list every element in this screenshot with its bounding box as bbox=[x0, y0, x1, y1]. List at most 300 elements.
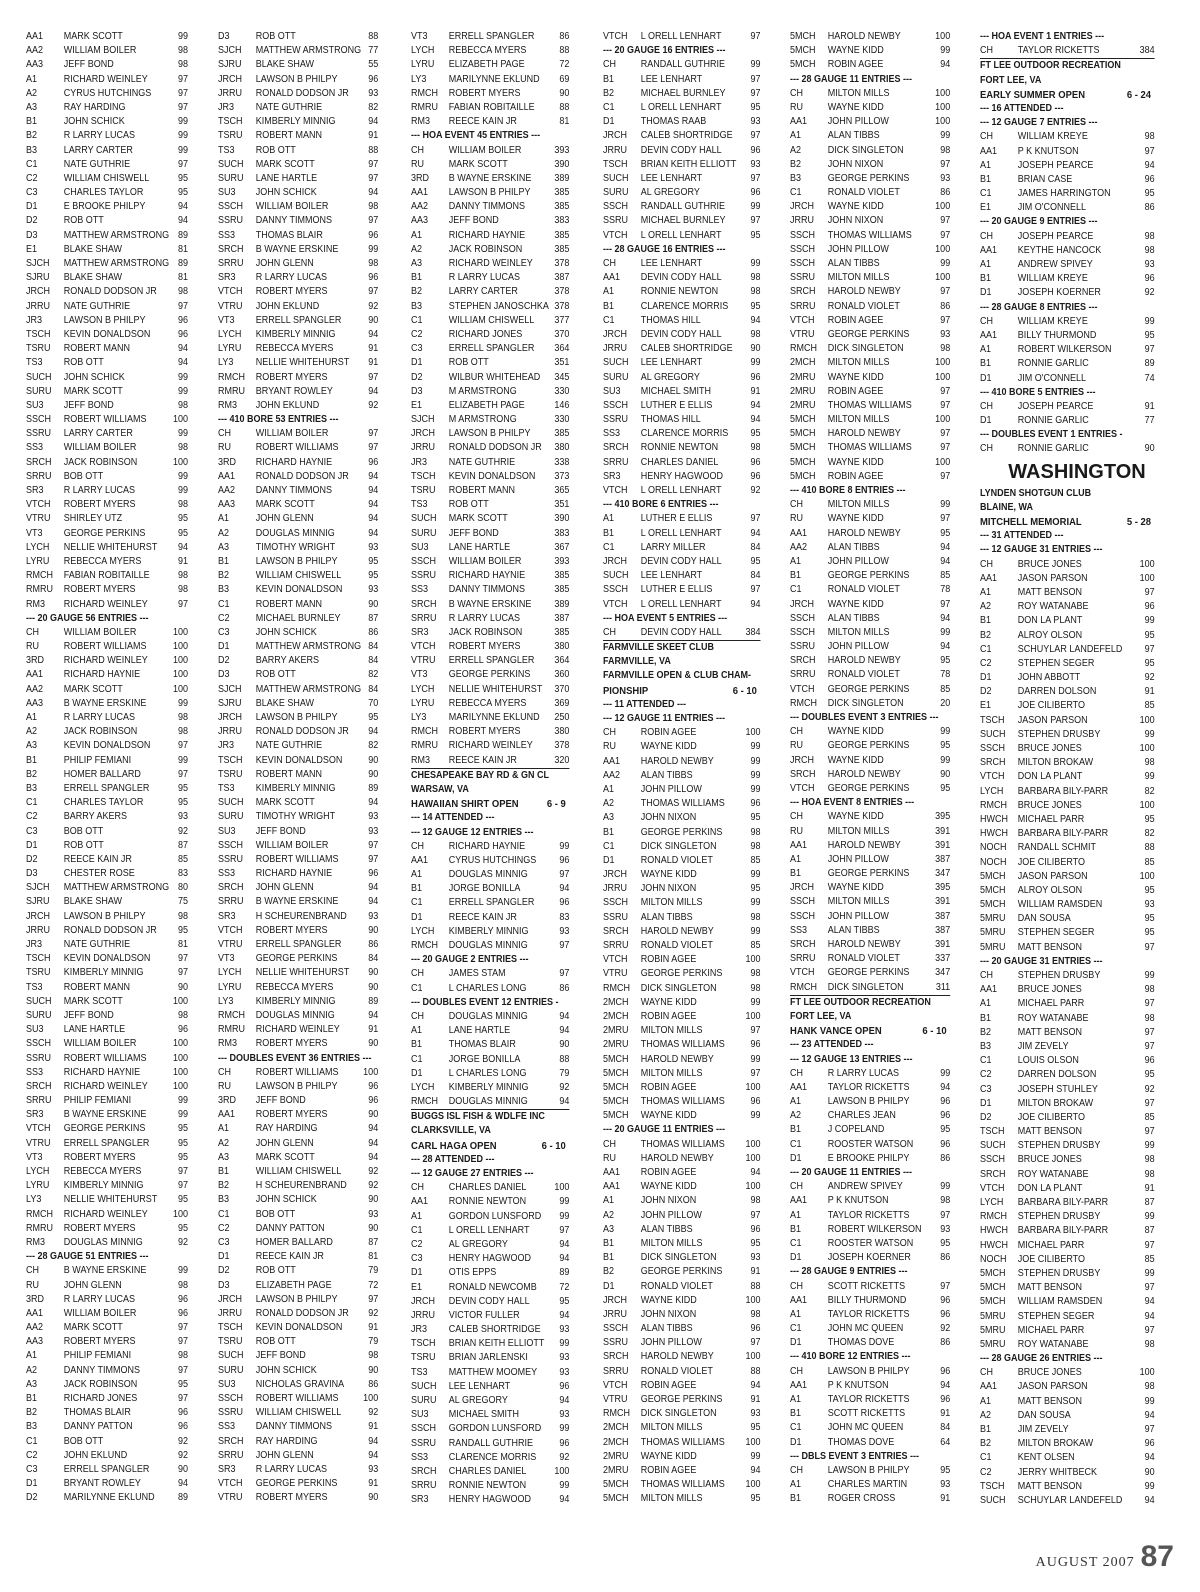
class-code: RMCH bbox=[411, 940, 438, 951]
shooter-name: GEORGE PERKINS bbox=[827, 967, 910, 979]
score: 96 bbox=[368, 868, 379, 880]
result-row bbox=[218, 328, 378, 342]
section-title: --- HOA EVENT 1 ENTRIES --- bbox=[980, 31, 1105, 42]
section-header bbox=[980, 215, 1155, 229]
shooter-name: MATT BENSON bbox=[1017, 1126, 1082, 1138]
shooter-name: ROBERT WILKERSON bbox=[1017, 344, 1112, 356]
result-row bbox=[980, 372, 1155, 386]
result-row bbox=[790, 839, 950, 853]
shooter-name: JIM O'CONNELL bbox=[1017, 202, 1087, 214]
result-row bbox=[218, 1349, 378, 1363]
shooter-name: HAROLD NEWBY bbox=[827, 839, 901, 851]
shooter-name: MILTON MILLS bbox=[640, 1067, 703, 1079]
shooter-name: REECE KAIN JR bbox=[448, 116, 517, 128]
class-code: E1 bbox=[26, 243, 38, 255]
result-row bbox=[411, 328, 569, 342]
score: 93 bbox=[368, 584, 379, 596]
result-row bbox=[790, 754, 950, 768]
shooter-name: DOUGLAS MINNIG bbox=[448, 1096, 528, 1108]
score: 91 bbox=[177, 555, 188, 567]
class-code: D3 bbox=[218, 1279, 230, 1291]
shooter-name: KIMBERLY MINNIG bbox=[448, 1081, 529, 1093]
class-code: LY3 bbox=[411, 73, 427, 85]
score: 99 bbox=[1144, 728, 1155, 740]
shooter-name: ROB OTT bbox=[63, 357, 104, 369]
class-code: LYRU bbox=[218, 343, 242, 355]
class-code: C1 bbox=[218, 1208, 230, 1220]
score: 95 bbox=[750, 812, 761, 824]
class-code: SRRU bbox=[790, 300, 816, 312]
result-row bbox=[26, 328, 188, 342]
event-date: 6 - 24 bbox=[1126, 88, 1151, 101]
class-code: SS3 bbox=[218, 229, 236, 241]
class-code: RMCH bbox=[790, 343, 817, 355]
score: 97 bbox=[559, 1224, 570, 1236]
shooter-name: JASON PARSON bbox=[1017, 714, 1088, 726]
class-code: SRCH bbox=[411, 598, 437, 610]
shooter-name: MILTON MILLS bbox=[640, 1237, 703, 1249]
result-row bbox=[26, 555, 188, 569]
shooter-name: BRUCE JONES bbox=[1017, 799, 1082, 811]
shooter-name: ERRELL SPANGLER bbox=[63, 1463, 150, 1475]
class-code: C1 bbox=[980, 643, 992, 655]
result-row bbox=[411, 214, 569, 228]
shooter-name: WAYNE KIDD bbox=[640, 741, 697, 753]
score: 97 bbox=[940, 428, 951, 440]
score: 93 bbox=[368, 811, 379, 823]
score: 98 bbox=[1144, 244, 1155, 256]
score: 82 bbox=[1144, 828, 1155, 840]
score: 96 bbox=[750, 1096, 761, 1108]
class-code: SRCH bbox=[790, 286, 816, 298]
class-code: TS3 bbox=[218, 144, 235, 156]
result-row bbox=[603, 1237, 761, 1251]
shooter-name: JOSEPH PEARCE bbox=[1017, 159, 1094, 171]
result-row bbox=[603, 300, 761, 314]
score: 95 bbox=[1144, 1069, 1155, 1081]
score: 99 bbox=[559, 1196, 570, 1208]
shooter-name: JOHN EKLUND bbox=[255, 300, 320, 312]
score: 99 bbox=[177, 1095, 188, 1107]
shooter-name: WILLIAM KREYE bbox=[1017, 273, 1088, 285]
result-row bbox=[603, 385, 761, 399]
score: 385 bbox=[554, 187, 570, 199]
result-row bbox=[790, 1421, 950, 1435]
class-code: AA2 bbox=[26, 45, 44, 57]
score: 95 bbox=[940, 740, 951, 752]
result-row bbox=[980, 756, 1155, 770]
result-row bbox=[980, 357, 1155, 371]
score: 82 bbox=[368, 669, 379, 681]
class-code: RMRU bbox=[411, 101, 438, 113]
result-row bbox=[980, 315, 1155, 329]
class-code: B1 bbox=[603, 527, 615, 539]
shooter-name: MATT BENSON bbox=[1017, 586, 1082, 598]
class-code: JRCH bbox=[790, 882, 815, 894]
club-info bbox=[980, 487, 1155, 501]
class-code: SS3 bbox=[603, 428, 621, 440]
shooter-name: THOMAS HILL bbox=[640, 414, 701, 426]
score: 97 bbox=[368, 853, 379, 865]
score: 85 bbox=[940, 683, 951, 695]
class-code: 5MCH bbox=[603, 1053, 629, 1065]
result-row bbox=[790, 1280, 950, 1294]
shooter-name: MILTON MILLS bbox=[827, 896, 890, 908]
club-info bbox=[411, 1124, 569, 1138]
score: 99 bbox=[750, 1053, 761, 1065]
result-row bbox=[790, 257, 950, 271]
score: 98 bbox=[750, 272, 761, 284]
result-row bbox=[790, 910, 950, 924]
shooter-name: ROBERT WILLIAMS bbox=[63, 1052, 147, 1064]
score: 97 bbox=[177, 101, 188, 113]
score: 97 bbox=[940, 513, 951, 525]
result-row bbox=[411, 1281, 569, 1295]
result-row bbox=[26, 782, 188, 796]
class-code: SRCH bbox=[26, 1080, 52, 1092]
shooter-name: LARRY CARTER bbox=[63, 428, 133, 440]
class-code: AA1 bbox=[980, 329, 998, 341]
shooter-name: WILBUR WHITEHEAD bbox=[448, 371, 541, 383]
class-code: LYCH bbox=[26, 1166, 50, 1177]
class-code: TSRU bbox=[411, 1352, 436, 1364]
shooter-name: MATT BENSON bbox=[1017, 1395, 1082, 1407]
score: 99 bbox=[1144, 315, 1155, 327]
result-row bbox=[980, 983, 1155, 997]
score: 90 bbox=[940, 768, 951, 780]
result-row bbox=[603, 1251, 761, 1265]
result-row bbox=[603, 484, 761, 498]
results-column bbox=[980, 30, 1174, 1540]
result-row bbox=[26, 938, 188, 952]
result-row bbox=[218, 399, 378, 413]
score: 94 bbox=[177, 1478, 188, 1490]
score: 100 bbox=[745, 1351, 761, 1363]
score: 96 bbox=[368, 73, 379, 85]
shooter-name: JOSEPH KOERNER bbox=[827, 1252, 911, 1264]
class-code: SSRU bbox=[411, 570, 437, 582]
shooter-name: KEYTHE HANCOCK bbox=[1017, 244, 1102, 256]
result-row bbox=[218, 1264, 378, 1278]
section-header bbox=[790, 1450, 950, 1464]
score: 100 bbox=[1139, 558, 1155, 570]
result-row bbox=[26, 683, 188, 697]
score: 93 bbox=[368, 910, 379, 922]
score: 100 bbox=[745, 1152, 761, 1164]
shooter-name: NELLIE WHITEHURST bbox=[63, 1194, 158, 1206]
event-date: 6 - 10 bbox=[732, 684, 757, 697]
shooter-name: RANDALL SCHMIT bbox=[1017, 842, 1096, 854]
result-row bbox=[26, 1435, 188, 1449]
result-row bbox=[603, 1109, 761, 1123]
club-info bbox=[603, 641, 761, 655]
result-row bbox=[603, 413, 761, 427]
result-row bbox=[26, 810, 188, 824]
class-code: 5MCH bbox=[980, 884, 1006, 896]
class-code: TSCH bbox=[26, 953, 51, 965]
shooter-name: M ARMSTRONG bbox=[448, 385, 517, 397]
shooter-name: RONALD VIOLET bbox=[827, 953, 900, 965]
score: 96 bbox=[1144, 273, 1155, 285]
score: 90 bbox=[559, 1039, 570, 1051]
shooter-name: MICHAEL PARR bbox=[1017, 998, 1085, 1010]
result-row bbox=[980, 1395, 1155, 1409]
shooter-name: ROBERT MYERS bbox=[63, 1336, 136, 1348]
shooter-name: JOHN GLENN bbox=[255, 258, 314, 269]
class-code: JRCH bbox=[603, 555, 628, 567]
class-code: JRRU bbox=[790, 215, 815, 227]
shooter-name: B WAYNE ERSKINE bbox=[63, 1265, 147, 1277]
score: 94 bbox=[559, 1309, 570, 1321]
shooter-name: JOE CILIBERTO bbox=[1017, 856, 1085, 868]
score: 94 bbox=[940, 1081, 951, 1093]
shooter-name: BLAKE SHAW bbox=[255, 59, 314, 71]
class-code: A1 bbox=[603, 513, 615, 525]
result-row bbox=[218, 1364, 378, 1378]
result-row bbox=[603, 1450, 761, 1464]
result-row bbox=[26, 1264, 188, 1278]
class-code: SU3 bbox=[603, 385, 621, 397]
shooter-name: CLARENCE MORRIS bbox=[640, 428, 729, 440]
score: 95 bbox=[177, 1123, 188, 1135]
shooter-name: CHARLES DANIEL bbox=[448, 1465, 527, 1477]
result-row bbox=[26, 626, 188, 640]
shooter-name: HAROLD NEWBY bbox=[640, 755, 714, 767]
shooter-name: JAMES HARRINGTON bbox=[1017, 188, 1111, 200]
class-code: AA1 bbox=[980, 572, 998, 584]
class-code: CH bbox=[411, 1010, 425, 1022]
score: 99 bbox=[177, 470, 188, 482]
result-row bbox=[603, 1265, 761, 1279]
event-title bbox=[603, 684, 761, 698]
score: 86 bbox=[940, 187, 951, 199]
class-code: 2MCH bbox=[603, 1010, 629, 1022]
section-header bbox=[411, 826, 569, 840]
result-row bbox=[218, 966, 378, 980]
score: 72 bbox=[559, 1281, 570, 1293]
result-row bbox=[26, 44, 188, 58]
shooter-name: MARK SCOTT bbox=[448, 513, 508, 525]
class-code: AA3 bbox=[411, 215, 429, 227]
score: 389 bbox=[554, 598, 570, 610]
section-title: --- 28 GAUGE 51 ENTRIES --- bbox=[26, 1251, 149, 1263]
class-code: C1 bbox=[411, 897, 423, 909]
result-row bbox=[603, 229, 761, 243]
score: 98 bbox=[750, 968, 761, 980]
shooter-name: ERRELL SPANGLER bbox=[255, 314, 342, 326]
score: 99 bbox=[177, 116, 188, 128]
score: 97 bbox=[940, 470, 951, 482]
result-row bbox=[26, 300, 188, 314]
shooter-name: BLAKE SHAW bbox=[63, 272, 122, 284]
class-code: B1 bbox=[790, 1223, 802, 1235]
shooter-name: GEORGE PERKINS bbox=[448, 669, 531, 681]
result-row bbox=[218, 711, 378, 725]
score: 99 bbox=[177, 31, 188, 42]
shooter-name: P K KNUTSON bbox=[827, 1195, 889, 1207]
shooter-name: M ARMSTRONG bbox=[448, 414, 517, 426]
result-row bbox=[411, 896, 569, 910]
shooter-name: WILLIAM KREYE bbox=[1017, 131, 1088, 143]
score: 98 bbox=[177, 399, 188, 411]
shooter-name: BLAKE SHAW bbox=[63, 896, 122, 908]
score: 99 bbox=[559, 1210, 570, 1222]
result-row bbox=[218, 1477, 378, 1491]
shooter-name: LAWSON B PHILPY bbox=[255, 1080, 338, 1092]
class-code: SS3 bbox=[790, 924, 808, 936]
result-row bbox=[411, 385, 569, 399]
score: 93 bbox=[368, 541, 379, 553]
shooter-name: L CHARLES LONG bbox=[448, 1067, 527, 1079]
section-header bbox=[790, 73, 950, 87]
shooter-name: TAYLOR RICKETTS bbox=[827, 1209, 910, 1221]
shooter-name: JOHN NIXON bbox=[640, 1195, 697, 1207]
score: 98 bbox=[1144, 1012, 1155, 1024]
score: 97 bbox=[940, 598, 951, 610]
class-code: SRRU bbox=[603, 1365, 629, 1377]
shooter-name: MARK SCOTT bbox=[448, 158, 508, 170]
shooter-name: HAROLD NEWBY bbox=[827, 527, 901, 539]
class-code: B2 bbox=[980, 629, 992, 641]
score: 95 bbox=[177, 1194, 188, 1206]
result-row bbox=[790, 441, 950, 455]
class-code: LYRU bbox=[411, 697, 435, 709]
result-row bbox=[26, 1023, 188, 1037]
result-row bbox=[790, 583, 950, 597]
class-code: B3 bbox=[26, 144, 38, 156]
shooter-name: ALAN TIBBS bbox=[827, 258, 880, 269]
result-row bbox=[411, 626, 569, 640]
shooter-name: MICHAEL BURNLEY bbox=[640, 215, 726, 227]
score: 347 bbox=[935, 967, 951, 979]
score: 75 bbox=[177, 896, 188, 908]
shooter-name: B WAYNE ERSKINE bbox=[255, 896, 339, 908]
score: 93 bbox=[368, 87, 379, 99]
result-row bbox=[603, 200, 761, 214]
result-row bbox=[980, 1210, 1155, 1224]
shooter-name: JOHN EKLUND bbox=[63, 1449, 128, 1461]
class-code: AA1 bbox=[411, 854, 429, 866]
score: 91 bbox=[750, 385, 761, 397]
class-code: SRCH bbox=[411, 1465, 437, 1477]
class-code: A1 bbox=[26, 1350, 38, 1362]
result-row bbox=[603, 271, 761, 285]
shooter-name: JEFF BOND bbox=[255, 1350, 306, 1362]
result-row bbox=[980, 785, 1155, 799]
result-row bbox=[603, 342, 761, 356]
shooter-name: ROBERT MANN bbox=[63, 981, 130, 993]
class-code: 2MCH bbox=[603, 1436, 629, 1448]
shooter-name: THOMAS WILLIAMS bbox=[640, 1479, 725, 1491]
class-code: TSCH bbox=[26, 328, 51, 340]
score: 81 bbox=[177, 939, 188, 950]
result-row bbox=[218, 1094, 378, 1108]
class-code: RU bbox=[218, 442, 232, 454]
score: 100 bbox=[554, 1182, 570, 1194]
score: 98 bbox=[177, 584, 188, 596]
score: 98 bbox=[940, 144, 951, 156]
shooter-name: THOMAS WILLIAMS bbox=[640, 1096, 725, 1108]
class-code: RU bbox=[790, 740, 804, 752]
result-row bbox=[411, 172, 569, 186]
result-row bbox=[218, 129, 378, 143]
score: 98 bbox=[177, 442, 188, 454]
result-row bbox=[980, 728, 1155, 742]
class-code: SRRU bbox=[218, 896, 244, 908]
club-info bbox=[411, 783, 569, 797]
result-row bbox=[26, 399, 188, 413]
result-row bbox=[603, 1379, 761, 1393]
result-row bbox=[980, 1324, 1155, 1338]
score: 80 bbox=[177, 882, 188, 894]
shooter-name: BRIAN KEITH ELLIOTT bbox=[448, 1338, 545, 1350]
result-row bbox=[603, 1223, 761, 1237]
score: 97 bbox=[750, 130, 761, 142]
score: 97 bbox=[1144, 344, 1155, 356]
section-title: --- 410 BORE 12 ENTRIES --- bbox=[790, 1351, 911, 1363]
result-row bbox=[980, 1295, 1155, 1309]
score: 98 bbox=[1144, 984, 1155, 996]
shooter-name: LUTHER E ELLIS bbox=[640, 513, 713, 525]
shooter-name: ROBERT MANN bbox=[448, 485, 515, 496]
shooter-name: MATT BENSON bbox=[1017, 1282, 1082, 1294]
shooter-name: REECE KAIN JR bbox=[63, 853, 132, 865]
result-row bbox=[218, 1335, 378, 1349]
shooter-name: THOMAS WILLIAMS bbox=[640, 1436, 725, 1448]
shooter-name: L ORELL LENHART bbox=[640, 598, 722, 610]
section-title: --- 20 GAUGE 11 ENTRIES --- bbox=[790, 1167, 913, 1178]
section-title: --- 12 GAUGE 12 ENTRIES --- bbox=[411, 826, 534, 838]
score: 94 bbox=[559, 1253, 570, 1265]
score: 96 bbox=[177, 314, 188, 326]
score: 97 bbox=[750, 215, 761, 227]
class-code: JRCH bbox=[218, 73, 243, 85]
club-text: FARMVILLE, VA bbox=[603, 656, 671, 668]
shooter-name: KEVIN DONALDSON bbox=[63, 328, 151, 340]
class-code: SUCH bbox=[411, 513, 437, 525]
shooter-name: BOB OTT bbox=[63, 1435, 104, 1447]
score: 97 bbox=[1144, 586, 1155, 598]
score: 97 bbox=[177, 158, 188, 170]
shooter-name: LANE HARTLE bbox=[255, 172, 318, 184]
shooter-name: STEPHEN DRUSBY bbox=[1017, 1211, 1101, 1223]
result-row bbox=[603, 740, 761, 754]
section-title: --- 20 GAUGE 11 ENTRIES --- bbox=[603, 1124, 726, 1136]
class-code: C3 bbox=[411, 1253, 423, 1265]
shooter-name: ERRELL SPANGLER bbox=[63, 782, 150, 794]
class-code: SSCH bbox=[603, 897, 629, 909]
score: 91 bbox=[750, 1394, 761, 1405]
score: 95 bbox=[750, 428, 761, 440]
score: 96 bbox=[940, 1394, 951, 1405]
club-info bbox=[603, 655, 761, 669]
shooter-name: RONALD VIOLET bbox=[827, 300, 900, 312]
score: 91 bbox=[940, 1408, 951, 1420]
shooter-name: LAWSON B PHILPY bbox=[63, 314, 146, 326]
class-code: SSCH bbox=[790, 258, 816, 269]
score: 99 bbox=[940, 130, 951, 142]
class-code: RMRU bbox=[26, 1222, 53, 1234]
result-row bbox=[603, 1336, 761, 1350]
class-code: 2MRU bbox=[790, 399, 816, 411]
score: 98 bbox=[750, 442, 761, 454]
score: 81 bbox=[177, 272, 188, 284]
shooter-name: BRUCE JONES bbox=[1017, 558, 1082, 570]
class-code: B1 bbox=[603, 1237, 615, 1249]
class-code: 5MCH bbox=[603, 1479, 629, 1491]
score: 96 bbox=[368, 456, 379, 468]
section-title: --- 14 ATTENDED --- bbox=[411, 812, 495, 824]
